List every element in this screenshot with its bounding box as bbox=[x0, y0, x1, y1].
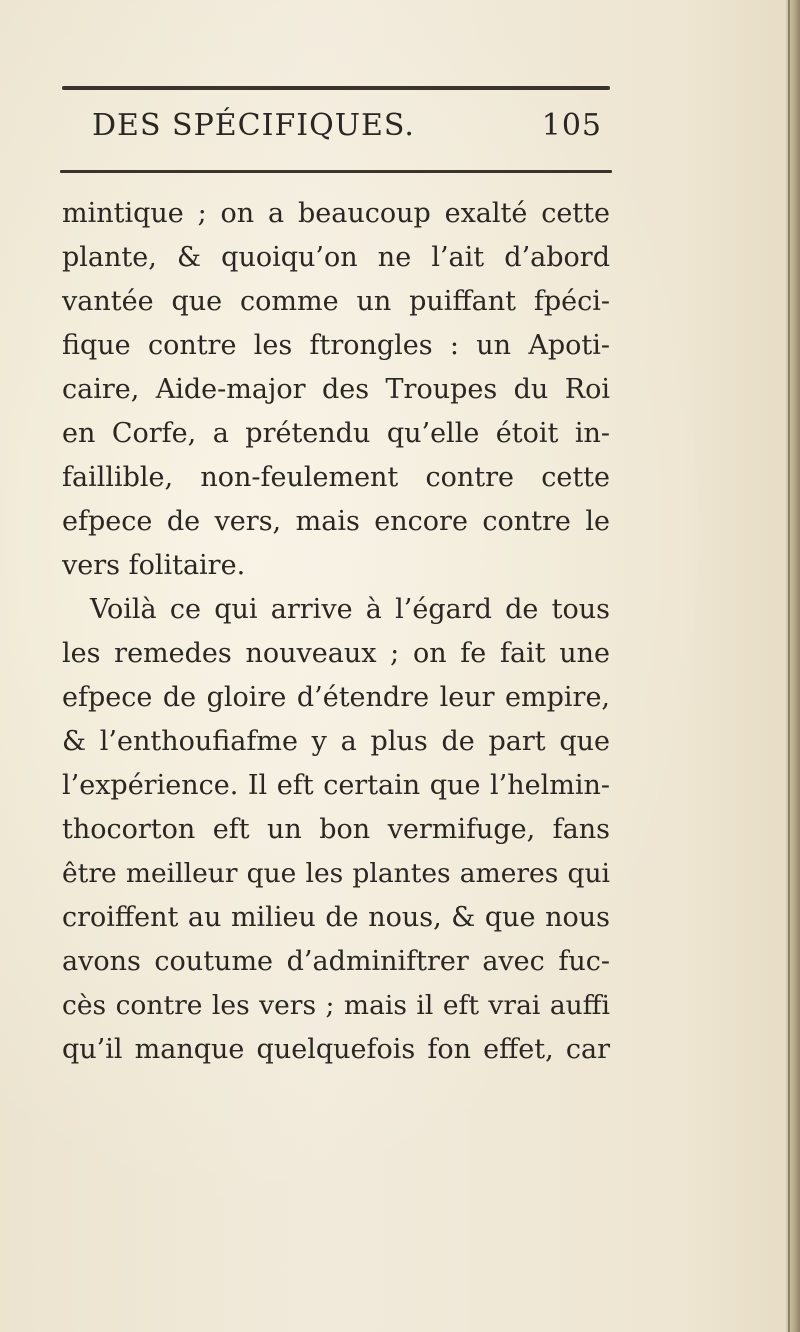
text-line: qu’il manque quelquefois fon effet, car bbox=[62, 1034, 610, 1065]
text-line: croiffent au milieu de nous, & que nous bbox=[62, 902, 610, 933]
text-line: avons coutume d’adminiftrer avec fuc- bbox=[62, 946, 610, 977]
body-text bbox=[62, 192, 610, 1072]
text-line: faillible, non-feulement contre cette bbox=[62, 462, 610, 493]
text-line: thocorton eft un bon vermifuge, fans bbox=[62, 814, 610, 845]
page-number: 105 bbox=[541, 108, 602, 143]
text-line: vantée que comme un puiffant fpéci- bbox=[62, 286, 610, 317]
text-line: efpece de vers, mais encore contre le bbox=[62, 506, 610, 537]
header-top-rule bbox=[62, 86, 610, 90]
text-line: mintique ; on a beaucoup exalté cette bbox=[62, 198, 610, 229]
text-line: Voilà ce qui arrive à l’égard de tous bbox=[90, 594, 610, 625]
running-header bbox=[92, 108, 602, 152]
header-bottom-rule bbox=[60, 170, 612, 173]
text-line: vers folitaire. bbox=[62, 550, 246, 581]
text-line: les remedes nouveaux ; on fe fait une bbox=[62, 638, 610, 669]
text-line: être meilleur que les plantes ameres qui bbox=[62, 858, 610, 889]
text-line: & l’enthoufiafme y a plus de part que bbox=[62, 726, 610, 757]
text-line: cès contre les vers ; mais il eft vrai auffi bbox=[62, 990, 610, 1021]
page-edge-line bbox=[788, 0, 790, 1332]
text-line: l’expérience. Il eft certain que l’helmin- bbox=[62, 770, 610, 801]
text-line: efpece de gloire d’étendre leur empire, bbox=[62, 682, 610, 713]
text-line: en Corfe, a prétendu qu’elle étoit in- bbox=[62, 418, 610, 449]
running-title: DES SPÉCIFIQUES. bbox=[92, 108, 415, 143]
text-line: fique contre les ftrongles : un Apoti- bbox=[62, 330, 610, 361]
text-line: caire, Aide-major des Troupes du Roi bbox=[62, 374, 610, 405]
text-line: plante, & quoiqu’on ne l’ait d’abord bbox=[62, 242, 610, 273]
